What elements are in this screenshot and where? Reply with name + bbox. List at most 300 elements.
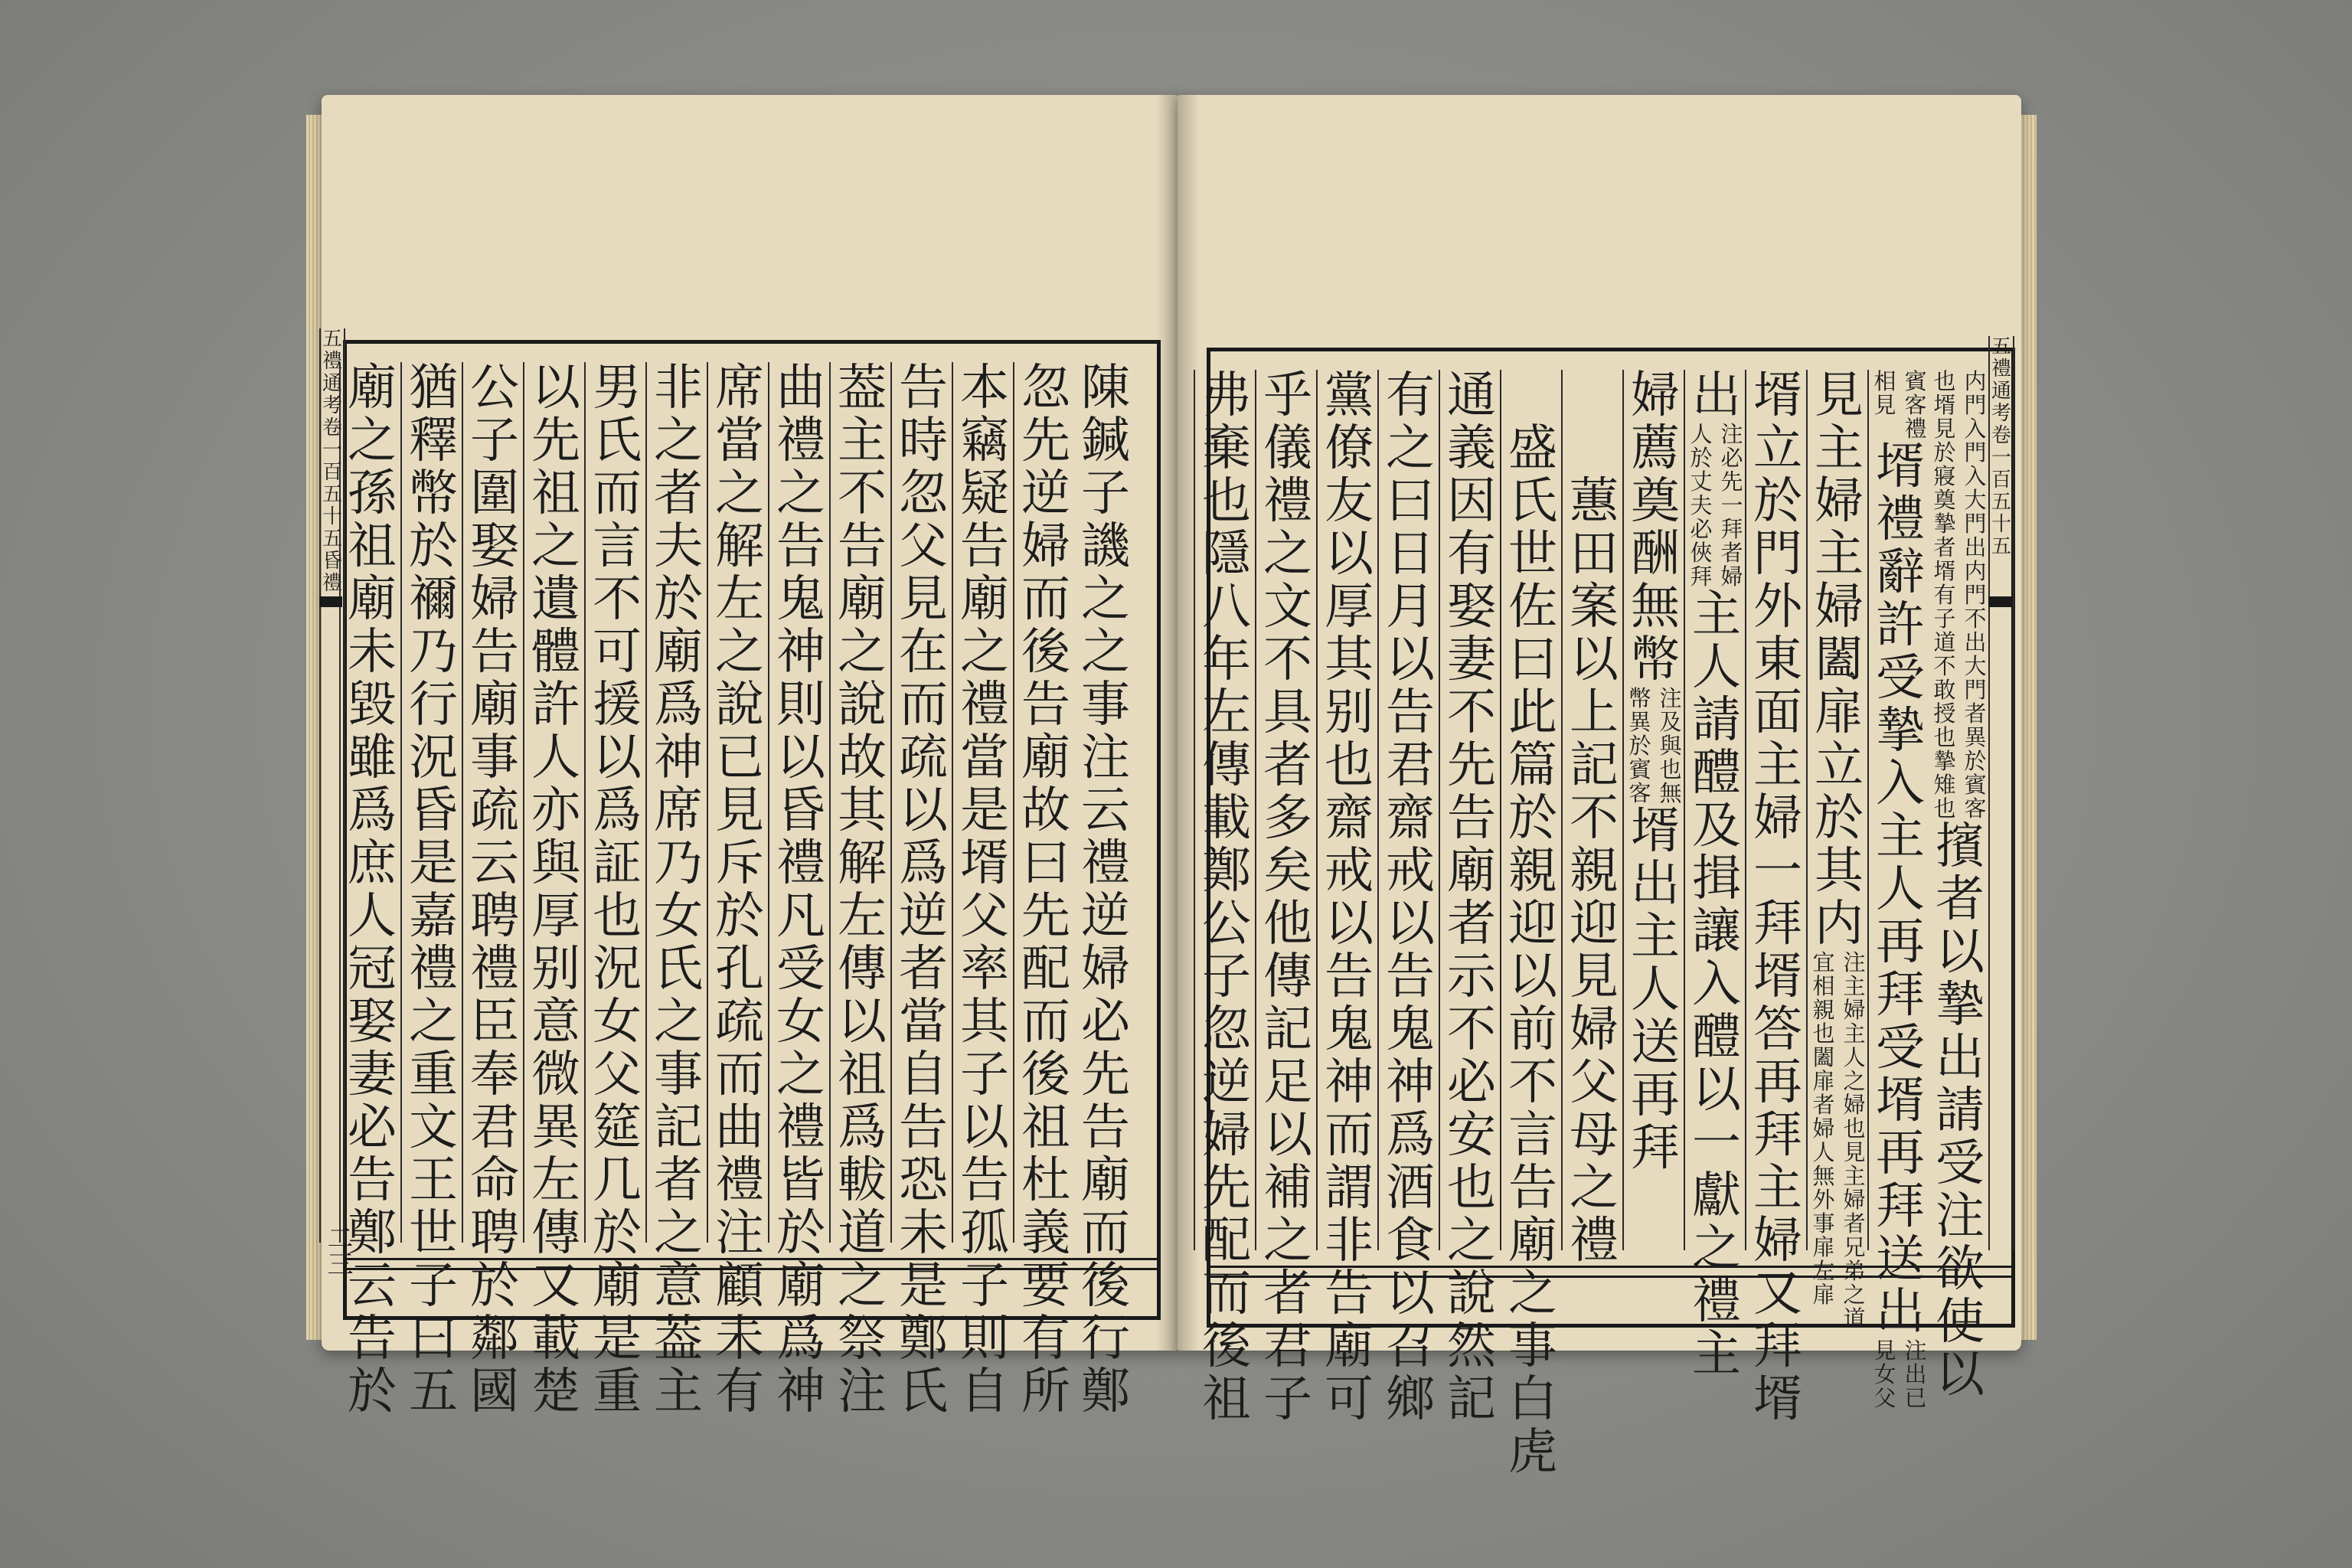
text-character: 前: [1508, 1001, 1557, 1058]
note-character: 門: [1964, 439, 1987, 466]
text-character: 告: [348, 1152, 397, 1209]
text-character: 受: [776, 941, 825, 998]
text-character: 上: [1570, 684, 1619, 741]
note-character: 相: [1873, 368, 1896, 394]
text-character: 摯: [1876, 703, 1925, 760]
text-character: 禮: [1081, 835, 1130, 892]
text-character: 告: [960, 518, 1009, 575]
text-character: 外: [1753, 579, 1802, 635]
text-character: 考: [1991, 402, 2011, 425]
text-character: 矣: [1263, 843, 1312, 900]
note-character: 主: [1843, 1021, 1866, 1047]
text-character: 再: [1631, 1067, 1680, 1124]
text-character: 意: [654, 1258, 703, 1315]
text-character: 人: [1692, 639, 1741, 696]
note-character: 相: [1812, 973, 1835, 999]
text-character: 壻: [1876, 439, 1925, 495]
text-character: 受: [1876, 1020, 1925, 1076]
text-character: 告: [899, 360, 948, 416]
note-character: 之: [1843, 1282, 1866, 1308]
note-pair: [1930, 655, 1990, 678]
note-pair: [1930, 702, 1990, 726]
text-character: 通: [1447, 368, 1496, 424]
text-character: 逆: [899, 888, 948, 945]
text-character: 一: [1692, 1115, 1741, 1171]
text-character: 人: [1876, 861, 1925, 918]
text-character: 子: [960, 1258, 1009, 1315]
note-character: [1870, 417, 1900, 441]
text-character: 鬼: [1386, 1001, 1435, 1058]
text-character: 公: [470, 360, 519, 416]
note-character: 子: [1933, 606, 1956, 632]
text-character: 先: [1447, 737, 1496, 794]
text-character: 於: [776, 1205, 825, 1262]
text-character: 幣: [1631, 632, 1680, 688]
text-character: 之: [409, 994, 458, 1050]
text-character: 又: [1753, 1266, 1802, 1322]
text-character: 君: [1263, 1318, 1312, 1375]
text-character: 聘: [470, 888, 519, 945]
text-character: 乎: [1263, 368, 1312, 424]
text-character: 出: [1631, 856, 1680, 913]
text-character: 事: [654, 1047, 703, 1103]
text-character: 解: [715, 518, 764, 575]
note-pair: [1930, 678, 1990, 702]
note-character: 闔: [1812, 1044, 1835, 1070]
text-character: 欲: [1936, 1241, 1984, 1298]
text-character: 及: [1692, 798, 1741, 854]
note-pair: [1930, 394, 1990, 417]
text-character: 扉: [1815, 684, 1864, 741]
text-character: 五: [1991, 335, 2011, 358]
text-character: 子: [1081, 466, 1130, 522]
text-character: 文: [409, 1099, 458, 1156]
text-character: 婦: [1631, 368, 1680, 424]
note-character: 門: [1964, 582, 1987, 608]
text-character: 而: [1325, 1107, 1374, 1164]
text-character: 以: [1386, 632, 1435, 688]
text-character: 是: [593, 1311, 642, 1367]
text-character: 齋: [1325, 790, 1374, 847]
text-character: 十: [322, 505, 342, 528]
text-character: 卷: [322, 416, 342, 439]
text-character: 世: [409, 1205, 458, 1262]
note-pair: [1687, 565, 1746, 589]
text-character: 百: [1991, 469, 2011, 492]
text-character: 載: [531, 1311, 580, 1367]
text-character: 摯: [1936, 977, 1984, 1034]
text-character: 雖: [348, 730, 397, 786]
text-character: 有: [1447, 526, 1496, 583]
text-character: 鄭: [348, 1205, 397, 1262]
text-character: 告: [1081, 1099, 1130, 1156]
text-character: 面: [1753, 684, 1802, 741]
text-character: 父: [593, 1047, 642, 1103]
text-character: 解: [838, 835, 887, 892]
right-margin-title: [1988, 336, 2014, 1250]
text-character: 安: [1447, 1107, 1496, 1164]
text-character: 主: [1815, 526, 1864, 583]
text-character: 女: [776, 994, 825, 1050]
text-character: 者: [654, 466, 703, 522]
note-character: 注: [1720, 421, 1743, 447]
text-character: 氏: [899, 1364, 948, 1420]
text-character: 子: [1202, 949, 1251, 1005]
text-character: 必: [1447, 1054, 1496, 1111]
text-character: 鬼: [776, 571, 825, 628]
note-character: 摯: [1933, 511, 1956, 537]
text-character: 云: [348, 1258, 397, 1315]
text-character: 禮: [322, 350, 342, 373]
text-character: 可: [593, 624, 642, 681]
text-character: 禰: [409, 571, 458, 628]
text-character: 戒: [1386, 843, 1435, 900]
text-character: 嘉: [409, 888, 458, 945]
note-pair: [1809, 1046, 1869, 1070]
text-character: 爲: [654, 677, 703, 733]
text-character: 禮: [322, 572, 342, 595]
note-pair: [1930, 488, 1990, 512]
text-character: 自: [899, 1047, 948, 1103]
text-character: 記: [1263, 1001, 1312, 1058]
note-character: 門: [1964, 677, 1987, 703]
text-character: 不: [1447, 1001, 1496, 1058]
text-character: 者: [1447, 896, 1496, 952]
text-character: 佐: [1508, 579, 1557, 635]
text-character: 援: [593, 677, 642, 733]
note-character: 夫: [1690, 492, 1713, 518]
text-character: 云: [470, 835, 519, 892]
text-character: 請: [1936, 1083, 1984, 1139]
text-character: 文: [1263, 579, 1312, 635]
text-character: 故: [1021, 782, 1070, 839]
text-column: [1013, 360, 1077, 1420]
note-character: 雉: [1933, 772, 1956, 798]
text-character: 逆: [1021, 466, 1070, 522]
text-character: 廟: [1081, 1152, 1130, 1209]
text-character: 君: [1386, 737, 1435, 794]
text-character: 主: [1753, 737, 1802, 794]
text-character: 日: [1386, 526, 1435, 583]
text-character: 醴: [1692, 745, 1741, 802]
text-character: 以: [1508, 949, 1557, 1005]
text-character: 婦: [1815, 579, 1864, 635]
text-character: 之: [1447, 1213, 1496, 1269]
text-character: 爲: [348, 782, 397, 839]
note-pair: [1625, 758, 1685, 782]
text-character: 是: [409, 835, 458, 892]
text-character: 席: [654, 782, 703, 839]
text-character: 左: [1202, 684, 1251, 741]
note-pair: [1809, 1141, 1869, 1165]
text-character: 此: [1508, 684, 1557, 741]
note-pair: [1809, 1212, 1869, 1236]
text-character: 見: [1815, 368, 1864, 424]
text-character: 友: [1325, 473, 1374, 530]
text-character: 婦: [470, 571, 519, 628]
text-column: [1316, 368, 1380, 1428]
note-pair: [1870, 417, 1930, 441]
text-character: 通: [322, 372, 342, 395]
text-character: 冠: [348, 941, 397, 998]
text-character: 禮: [960, 677, 1009, 733]
note-character: 於: [1628, 733, 1651, 759]
text-character: 闔: [1815, 632, 1864, 688]
text-character: 告: [1386, 949, 1435, 1005]
text-column: [1377, 368, 1442, 1428]
text-character: 者: [899, 941, 948, 998]
text-character: 於: [348, 1364, 397, 1420]
text-character: 醴: [1692, 1009, 1741, 1066]
text-character: 鄉: [1386, 1371, 1435, 1428]
note-pair: [1930, 773, 1990, 797]
text-character: 獻: [1692, 1168, 1741, 1224]
text-character: 有: [1386, 368, 1435, 424]
text-character: 五: [1991, 491, 2011, 514]
text-character: 葢: [654, 1311, 703, 1367]
text-character: 告: [776, 518, 825, 575]
text-character: 以: [531, 360, 580, 416]
text-character: 出: [1692, 368, 1741, 424]
text-character: 斥: [715, 835, 764, 892]
text-character: 篇: [1508, 737, 1557, 794]
text-character: 杜: [1021, 1152, 1070, 1209]
note-character: 女: [1873, 1361, 1896, 1387]
text-character: 卷: [1991, 424, 2011, 447]
text-column: [768, 360, 832, 1420]
note-pair: [1687, 446, 1746, 470]
text-character: 妻: [1447, 632, 1496, 688]
text-character: 入: [1876, 756, 1925, 812]
text-character: 凡: [776, 888, 825, 945]
note-character: 人: [1843, 1044, 1866, 1070]
text-character: 後: [1202, 1318, 1251, 1375]
text-character: 人: [348, 888, 397, 945]
text-character: 則: [960, 1311, 1009, 1367]
text-character: 隱: [1202, 526, 1251, 583]
text-character: 況: [409, 730, 458, 786]
text-character: 不: [1447, 684, 1496, 741]
text-character: 廟: [776, 1258, 825, 1315]
text-character: 自: [960, 1364, 1009, 1420]
text-character: 於: [1508, 790, 1557, 847]
text-character: 五: [322, 528, 342, 550]
text-character: 禮: [409, 941, 458, 998]
text-character: 道: [838, 1205, 887, 1262]
text-character: 所: [1021, 1364, 1070, 1420]
text-character: 具: [1263, 684, 1312, 741]
text-character: 說: [1447, 1266, 1496, 1322]
text-character: 亦: [531, 782, 580, 839]
note-character: 婦: [1812, 1116, 1835, 1142]
text-character: 子: [470, 413, 519, 469]
text-character: 入: [1692, 956, 1741, 1013]
text-character: 者: [1936, 871, 1984, 928]
text-character: 神: [1386, 1054, 1435, 1111]
note-character: 宜: [1812, 949, 1835, 975]
text-character: 讓: [1692, 903, 1741, 960]
text-character: 以: [776, 730, 825, 786]
note-character: 壻: [1933, 392, 1956, 418]
text-character: 之: [1508, 1266, 1557, 1322]
text-character: 也: [1325, 737, 1374, 794]
text-column: [462, 360, 526, 1420]
text-character: 夫: [654, 518, 703, 575]
text-character: 之: [838, 624, 887, 681]
note-character: 先: [1720, 469, 1743, 495]
text-character: 奠: [1631, 473, 1680, 530]
text-character: 說: [715, 677, 764, 733]
note-character: 主: [1843, 973, 1866, 999]
text-character: 告: [1447, 790, 1496, 847]
text-character: 爲: [593, 782, 642, 839]
text-character: 孤: [960, 1205, 1009, 1262]
text-character: 拜: [1631, 1120, 1680, 1177]
text-character: 祖: [838, 1047, 887, 1103]
text-character: 爲: [838, 1099, 887, 1156]
text-character: 曰: [1021, 835, 1070, 892]
note-character: 大: [1964, 653, 1987, 679]
text-character: 告: [1021, 677, 1070, 733]
text-character: 黨: [1325, 368, 1374, 424]
note-character: 父: [1873, 1385, 1896, 1411]
text-character: 幣: [409, 466, 458, 522]
text-character: 月: [1386, 579, 1435, 635]
text-character: 主: [654, 1364, 703, 1420]
text-character: 恐: [899, 1152, 948, 1209]
text-character: 鄭: [899, 1311, 948, 1367]
text-character: 戒: [1325, 843, 1374, 900]
text-character: 主: [1692, 1326, 1741, 1383]
text-character: 配: [1021, 941, 1070, 998]
text-column: [1561, 370, 1625, 1269]
text-character: 配: [1202, 1213, 1251, 1269]
text-character: 然: [1447, 1318, 1496, 1375]
note-character: 婦: [1843, 1092, 1866, 1118]
text-character: 一: [1991, 446, 2011, 469]
text-character: 言: [593, 518, 642, 575]
left-margin-title: [319, 328, 345, 1243]
note-pair: [1930, 417, 1990, 441]
text-character: 一: [322, 439, 342, 462]
note-character: 兄: [1843, 1234, 1866, 1260]
text-character: 未: [348, 624, 397, 681]
text-character: 人: [1631, 962, 1680, 1018]
note-pair: [1809, 1022, 1869, 1046]
text-character: 國: [470, 1364, 519, 1420]
text-character: 氏: [654, 941, 703, 998]
text-column: [1745, 368, 1809, 1428]
text-character: 告: [1325, 949, 1374, 1005]
text-character: 遺: [531, 571, 580, 628]
book-gutter: [1156, 95, 1199, 1351]
text-character: 左: [838, 888, 887, 945]
text-character: 禮: [715, 1152, 764, 1209]
text-character: 譏: [1081, 518, 1130, 575]
text-character: 廟: [1508, 1213, 1557, 1269]
text-character: 於: [1753, 473, 1802, 530]
text-character: 後: [1021, 624, 1070, 681]
text-character: 不: [1508, 1054, 1557, 1111]
text-character: 棄: [1202, 420, 1251, 477]
note-pair: [1930, 536, 1990, 560]
text-column: [1194, 368, 1258, 1428]
text-character: 率: [960, 941, 1009, 998]
text-character: 辭: [1876, 544, 1925, 601]
note-character: 道: [1843, 1305, 1866, 1331]
note-character: [1809, 1307, 1838, 1331]
note-character: 敢: [1933, 677, 1956, 703]
text-character: 以: [1386, 896, 1435, 952]
text-character: 者: [1263, 1266, 1312, 1322]
text-character: 補: [1263, 1160, 1312, 1217]
text-character: 以: [1386, 1266, 1435, 1322]
note-pair: [1687, 423, 1746, 446]
note-pair: [1930, 607, 1990, 631]
note-pair: [1930, 726, 1990, 750]
note-character: 與: [1659, 733, 1682, 759]
text-character: 在: [899, 624, 948, 681]
text-character: 之: [654, 1205, 703, 1262]
text-character: 見: [715, 782, 764, 839]
note-character: 寢: [1933, 463, 1956, 489]
text-character: 酒: [1386, 1160, 1435, 1217]
text-character: 者: [1263, 737, 1312, 794]
text-character: 主: [838, 413, 887, 469]
note-character: 見: [1933, 416, 1956, 442]
note-pair: [1930, 797, 1990, 821]
note-character: 出: [1904, 1361, 1927, 1387]
text-character: 未: [715, 1311, 764, 1367]
text-character: 非: [654, 360, 703, 416]
text-character: 昏: [409, 782, 458, 839]
text-character: 氏: [1508, 473, 1557, 530]
text-character: 年: [1202, 632, 1251, 688]
text-character: 禮: [1991, 358, 2011, 381]
note-character: 内: [1964, 558, 1987, 584]
text-character: 以: [593, 730, 642, 786]
note-pair: [1870, 1363, 1930, 1387]
note-character: 拜: [1690, 564, 1713, 590]
note-character: 扉: [1812, 1234, 1835, 1260]
text-character: 以: [1692, 1062, 1741, 1119]
text-character: 注: [838, 1364, 887, 1420]
text-character: 告: [960, 1152, 1009, 1209]
text-character: 以: [1263, 1107, 1312, 1164]
text-character: 曲: [776, 360, 825, 416]
text-character: 注: [1936, 1188, 1984, 1245]
text-character: 再: [1876, 914, 1925, 971]
text-column: [339, 360, 403, 1420]
text-character: 其: [1325, 632, 1374, 688]
note-character: 無: [1812, 1163, 1835, 1189]
text-character: 而: [1202, 1266, 1251, 1322]
text-character: 壻: [1631, 803, 1680, 860]
text-character: 說: [838, 677, 887, 733]
text-character: 之: [776, 1047, 825, 1103]
text-character: 壻: [1753, 949, 1802, 1005]
text-character: 請: [1692, 692, 1741, 749]
left-text-frame: [322, 328, 1161, 1420]
text-character: 又: [531, 1258, 580, 1315]
note-pair: [1930, 441, 1990, 465]
text-character: 之: [1263, 1213, 1312, 1269]
text-character: 竊: [960, 413, 1009, 469]
text-character: 忽: [1202, 1001, 1251, 1058]
text-character: 男: [593, 360, 642, 416]
text-column: [952, 360, 1016, 1420]
text-character: 行: [409, 677, 458, 733]
